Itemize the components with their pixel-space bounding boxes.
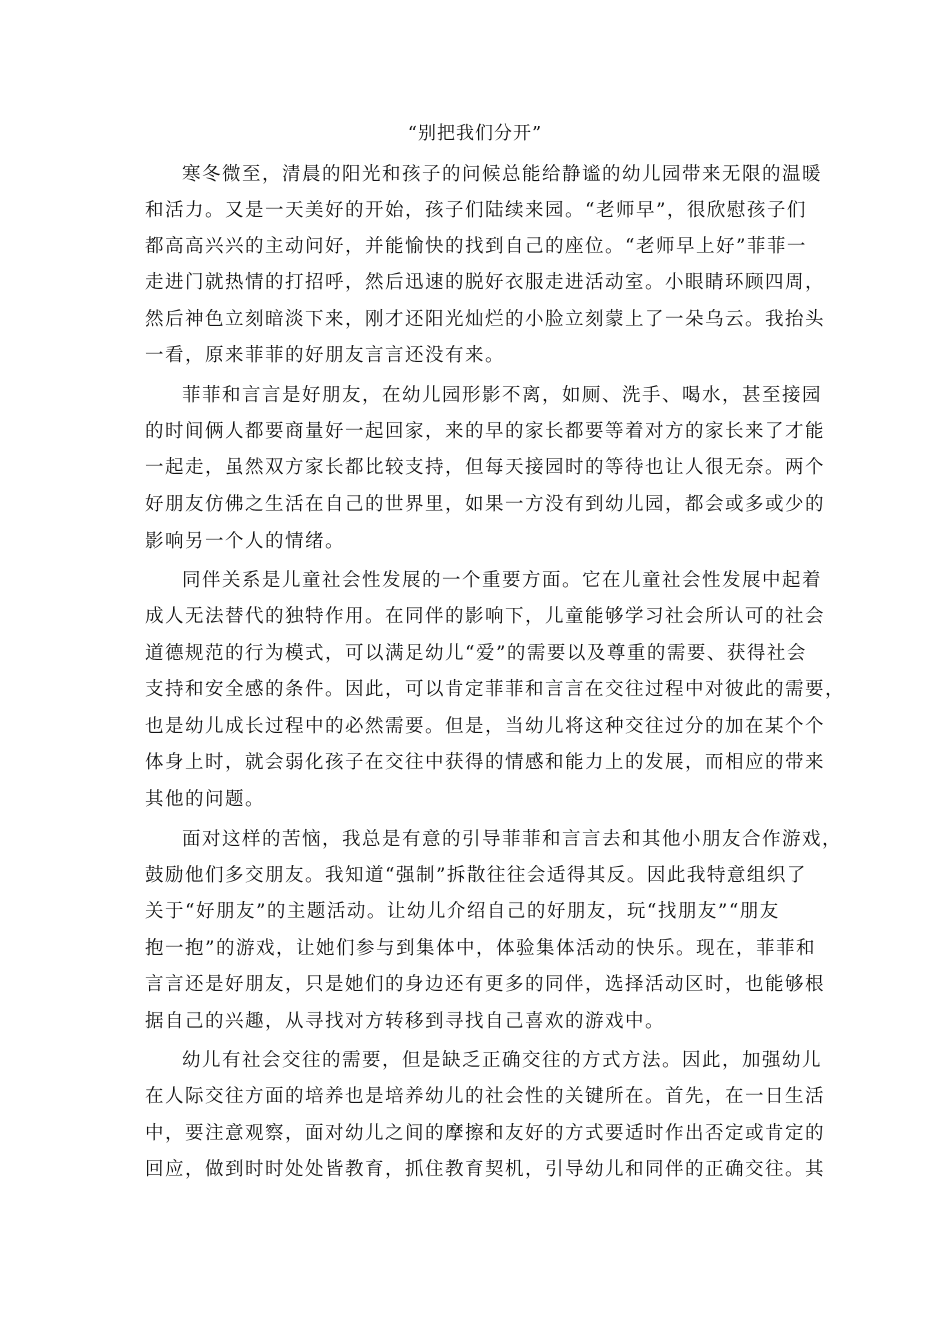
text-line: 其他的问题。 xyxy=(145,789,266,810)
text-line: 影响另一个人的情绪。 xyxy=(145,531,346,552)
text-line: 寒冬微至，清晨的阳光和孩子的问候总能给静谧的幼儿园带来无限的温暖 xyxy=(182,164,823,185)
text-line: 回应，做到时时处处皆教育，抓住教育契机，引导幼儿和同伴的正确交往。其 xyxy=(145,1159,826,1180)
text-line: 抱一抱”的游戏，让她们参与到集体中，体验集体活动的快乐。现在，菲菲和 xyxy=(145,938,816,959)
text-line: 好朋友仿佛之生活在自己的世界里，如果一方没有到幼儿园，都会或多或少的 xyxy=(145,494,826,515)
text-line: 同伴关系是儿童社会性发展的一个重要方面。它在儿童社会性发展中起着 xyxy=(182,570,823,591)
text-line: 中，要注意观察，面对幼儿之间的摩擦和友好的方式要适时作出否定或肯定的 xyxy=(145,1123,826,1144)
text-line: 体身上时，就会弱化孩子在交往中获得的情感和能力上的发展，而相应的带来 xyxy=(145,752,826,773)
text-line: 言言还是好朋友，只是她们的身边还有更多的同伴，选择活动区时，也能够根 xyxy=(145,974,826,995)
text-line: 道德规范的行为模式，可以满足幼儿“爱”的需要以及尊重的需要、获得社会 xyxy=(145,643,807,664)
text-line: 也是幼儿成长过程中的必然需要。但是，当幼儿将这种交往过分的加在某个个 xyxy=(145,716,826,737)
text-line: 菲菲和言言是好朋友，在幼儿园形影不离，如厕、洗手、喝水，甚至接园 xyxy=(182,385,823,406)
text-line: 的时间俩人都要商量好一起回家，来的早的家长都要等着对方的家长来了才能 xyxy=(145,421,826,442)
text-line: 关于“好朋友”的主题活动。让幼儿介绍自己的好朋友，玩“找朋友”“朋友 xyxy=(145,901,780,922)
document-title: “别把我们分开” xyxy=(407,123,543,144)
text-line: 都高高兴兴的主动问好，并能愉快的找到自己的座位。“老师早上好”菲菲一 xyxy=(145,236,807,257)
text-line: 鼓励他们多交朋友。我知道“强制”拆散往往会适得其反。因此我特意组织了 xyxy=(145,865,807,886)
text-line: 然后神色立刻暗淡下来，刚才还阳光灿烂的小脸立刻蒙上了一朵乌云。我抬头 xyxy=(145,309,826,330)
text-line: 一起走，虽然双方家长都比较支持，但每天接园时的等待也让人很无奈。两个 xyxy=(145,457,826,478)
text-line: 在人际交往方面的培养也是培养幼儿的社会性的关键所在。首先，在一日生活 xyxy=(145,1086,826,1107)
text-line: 成人无法替代的独特作用。在同伴的影响下，儿童能够学习社会所认可的社会 xyxy=(145,606,826,627)
text-line: 据自己的兴趣，从寻找对方转移到寻找自己喜欢的游戏中。 xyxy=(145,1011,666,1032)
text-line: 走进门就热情的打招呼，然后迅速的脱好衣服走进活动室。小眼睛环顾四周， xyxy=(145,272,826,293)
text-line: 一看，原来菲菲的好朋友言言还没有来。 xyxy=(145,345,506,366)
text-line: 幼儿有社会交往的需要，但是缺乏正确交往的方式方法。因此，加强幼儿 xyxy=(182,1050,823,1071)
text-line: 面对这样的苦恼，我总是有意的引导菲菲和言言去和其他小朋友合作游戏， xyxy=(182,829,843,850)
text-line: 和活力。又是一天美好的开始，孩子们陆续来园。“老师早”，很欣慰孩子们 xyxy=(145,200,807,221)
text-line: 支持和安全感的条件。因此，可以肯定菲菲和言言在交往过程中对彼此的需要， xyxy=(145,679,846,700)
